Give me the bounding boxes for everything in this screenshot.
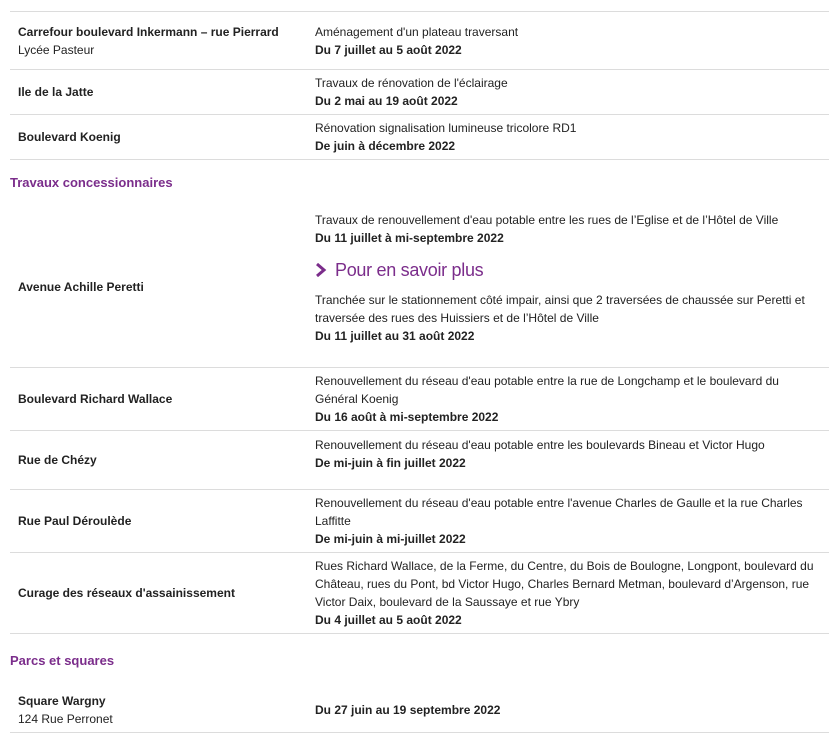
location-sub: Lycée Pasteur <box>18 42 95 57</box>
work-dates: De juin à décembre 2022 <box>315 139 456 153</box>
location-name: Ile de la Jatte <box>18 85 94 99</box>
location-cell <box>10 70 307 114</box>
section-header <box>10 160 829 206</box>
work-dates: De mi-juin à mi-juillet 2022 <box>315 532 466 546</box>
work-description: Travaux de renouvellement d'eau potable entre les rues de l’Eglise et de l’Hôtel de Ville <box>315 213 779 227</box>
work-description: Travaux de rénovation de l'éclairage <box>315 76 508 90</box>
works-list <box>10 0 829 733</box>
work-description-line: Victor Daix, boulevard de la Saussaye et rue Ybry <box>315 595 580 609</box>
location-name: Rue de Chézy <box>18 453 97 467</box>
section-header <box>10 634 829 688</box>
location-name: Curage des réseaux d'assainissement <box>18 586 235 600</box>
table-row <box>10 553 829 634</box>
table-row <box>10 431 829 490</box>
work-dates: Du 4 juillet au 5 août 2022 <box>315 613 462 627</box>
table-row <box>10 688 829 733</box>
work-description-line: Château, rues du Pont, bd Victor Hugo, Charles Bernard Metman, boulevard d’Argenson, rue <box>315 577 810 591</box>
work-description-line: Renouvellement du réseau d'eau potable entre les boulevards Bineau et Victor Hugo <box>315 438 765 452</box>
work-dates: Du 27 juin au 19 septembre 2022 <box>315 703 501 717</box>
more-info-link[interactable] <box>315 259 823 281</box>
section-title-concessionnaires: Travaux concessionnaires <box>10 175 173 190</box>
table-row <box>10 368 829 431</box>
work-dates: Du 7 juillet au 5 août 2022 <box>315 42 462 57</box>
location-name: Boulevard Koenig <box>18 130 121 144</box>
table-row <box>10 115 829 160</box>
work-dates: Du 16 août à mi-septembre 2022 <box>315 410 499 424</box>
details-cell <box>307 70 829 114</box>
details-cell <box>307 206 829 367</box>
location-name: Carrefour boulevard Inkermann – rue Pierrard <box>18 24 279 39</box>
location-cell <box>10 688 307 732</box>
table-row <box>10 490 829 553</box>
location-cell <box>10 431 307 489</box>
work-description-line: Laffitte <box>315 514 351 528</box>
details-cell <box>307 368 829 430</box>
work-description-line: Renouvellement du réseau d'eau potable entre l'avenue Charles de Gaulle et la rue Charles <box>315 496 803 510</box>
table-row <box>10 11 829 70</box>
details-cell <box>307 688 829 732</box>
work-description: Rénovation signalisation lumineuse tricolore RD1 <box>315 121 577 135</box>
location-cell <box>10 115 307 159</box>
location-name: Square Wargny <box>18 694 106 708</box>
section-title-parcs: Parcs et squares <box>10 653 115 668</box>
location-name: Rue Paul Déroulède <box>18 514 132 528</box>
location-cell <box>10 490 307 552</box>
work-description-line: Rues Richard Wallace, de la Ferme, du Centre, du Bois de Boulogne, Longpont, boulevard du <box>315 559 814 573</box>
details-cell <box>307 490 829 552</box>
location-cell <box>10 368 307 430</box>
location-cell <box>10 12 307 69</box>
work-description: Aménagement d'un plateau traversant <box>315 24 519 39</box>
work-dates: Du 2 mai au 19 août 2022 <box>315 94 458 108</box>
location-name: Avenue Achille Peretti <box>18 279 144 294</box>
work-description-line: traversée des rues des Huissiers et de l’Hôtel de Ville <box>315 311 599 325</box>
work-description-line: Tranchée sur le stationnement côté impair, ainsi que 2 traversées de chaussée sur Peretti et <box>315 293 805 307</box>
location-cell <box>10 206 307 367</box>
work-dates: Du 11 juillet au 31 août 2022 <box>315 329 475 343</box>
chevron-right-icon <box>315 263 327 277</box>
table-row <box>10 206 829 368</box>
location-sub: 124 Rue Perronet <box>18 712 113 726</box>
location-cell <box>10 553 307 633</box>
table-row <box>10 70 829 115</box>
work-description-line: Général Koenig <box>315 392 399 406</box>
location-name: Boulevard Richard Wallace <box>18 392 173 406</box>
more-info-label: Pour en savoir plus <box>335 260 484 280</box>
work-description-line: Renouvellement du réseau d'eau potable entre la rue de Longchamp et le boulevard du <box>315 374 779 388</box>
details-cell <box>307 115 829 159</box>
work-dates: Du 11 juillet à mi-septembre 2022 <box>315 231 504 245</box>
work-dates: De mi-juin à fin juillet 2022 <box>315 456 466 470</box>
details-cell <box>307 12 829 69</box>
details-cell <box>307 431 829 489</box>
details-cell <box>307 553 829 633</box>
